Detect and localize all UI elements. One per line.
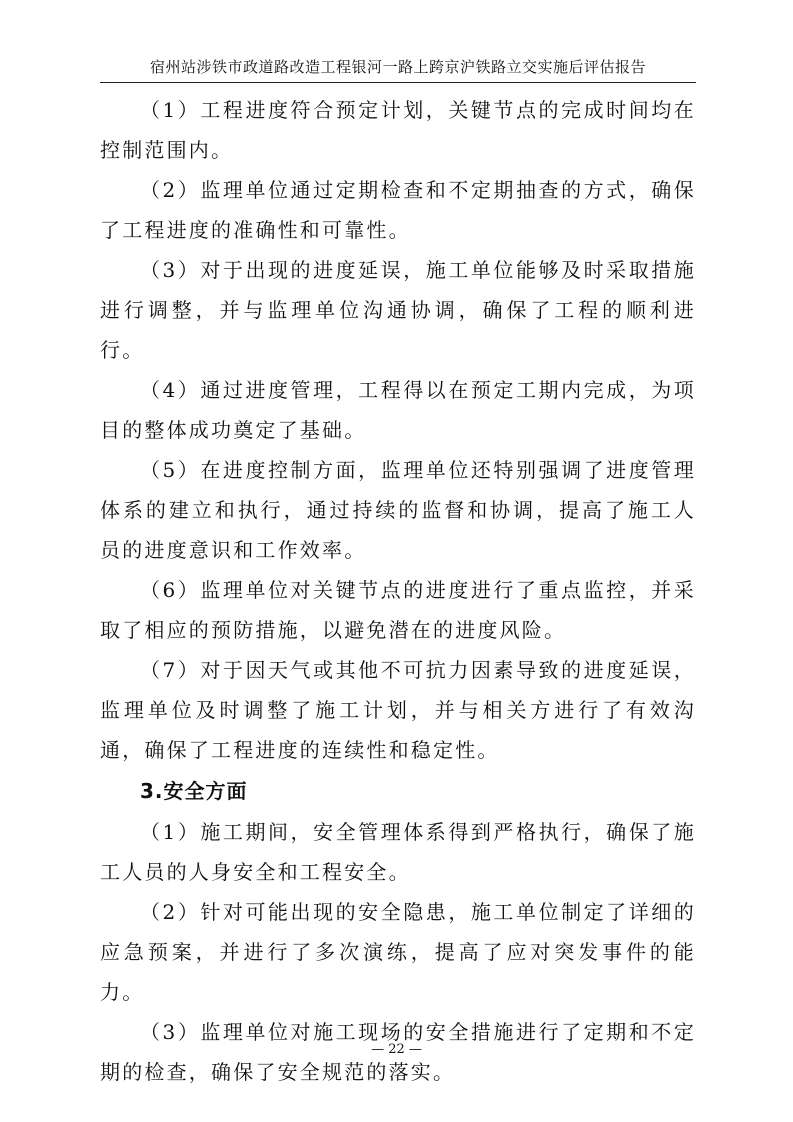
progress-paragraph-4: （4）通过进度管理，工程得以在预定工期内完成，为项目的整体成功奠定了基础。 [100,378,696,442]
progress-paragraph-7: （7）对于因天气或其他不可抗力因素导致的进度延误，监理单位及时调整了施工计划，并与相关方进行了有效沟通，确保了工程进度的连续性和稳定性。 [100,658,696,762]
page-number: — 22 — [371,1042,422,1057]
safety-paragraph-2: （2）针对可能出现的安全隐患，施工单位制定了详细的应急预案，并进行了多次演练，提高了应对突发事件的能力。 [100,900,696,1004]
progress-paragraph-3: （3）对于出现的进度延误，施工单位能够及时采取措施进行调整，并与监理单位沟通协调，确保了工程的顺利进行。 [100,258,696,362]
progress-paragraph-6: （6）监理单位对关键节点的进度进行了重点监控，并采取了相应的预防措施，以避免潜在的进度风险。 [100,578,696,642]
progress-paragraph-5: （5）在进度控制方面，监理单位还特别强调了进度管理体系的建立和执行，通过持续的监督和协调，提高了施工人员的进度意识和工作效率。 [100,458,696,562]
section-heading-safety: 3.安全方面 [140,779,248,803]
safety-paragraph-1: （1）施工期间，安全管理体系得到严格执行，确保了施工人员的人身安全和工程安全。 [100,820,696,884]
safety-paragraph-3: （3）监理单位对施工现场的安全措施进行了定期和不定期的检查，确保了安全规范的落实。 [100,1020,696,1084]
document-body [100,90,696,1092]
progress-paragraph-2: （2）监理单位通过定期检查和不定期抽查的方式，确保了工程进度的准确性和可靠性。 [100,178,696,242]
progress-paragraph-1: （1）工程进度符合预定计划，关键节点的完成时间均在控制范围内。 [100,98,696,162]
header-divider [100,82,696,83]
running-header-title: 宿州站涉铁市政道路改造工程银河一路上跨京沪铁路立交实施后评估报告 [149,58,646,76]
